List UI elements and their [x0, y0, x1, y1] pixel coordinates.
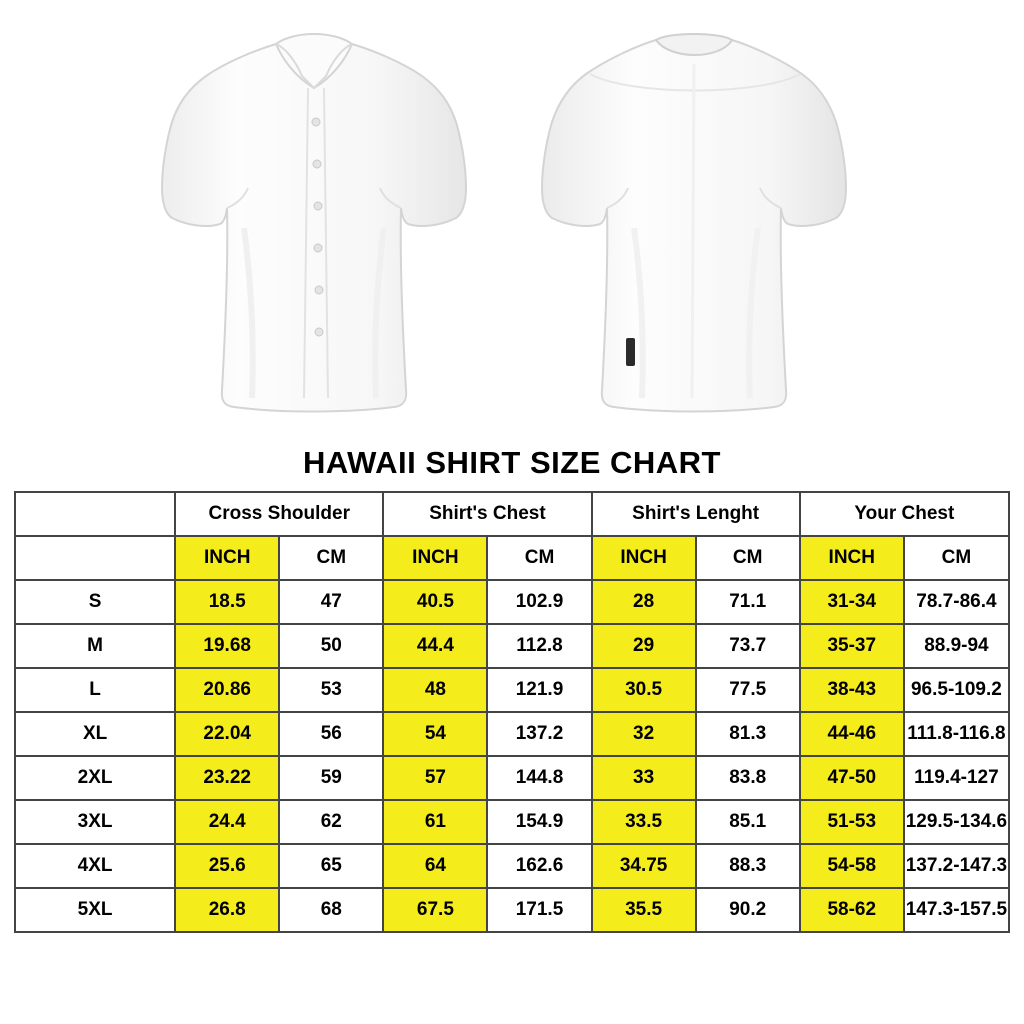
table-row: [15, 580, 1009, 624]
row-size-label: L: [15, 668, 175, 712]
cell-your-chest-cm: 88.9-94: [904, 624, 1009, 668]
row-size-label: 3XL: [15, 800, 175, 844]
cell-length-cm: 85.1: [696, 800, 800, 844]
unit-header-inch-3: INCH: [592, 536, 696, 580]
cell-length-cm: 77.5: [696, 668, 800, 712]
column-group-shirts-lenght: Shirt's Lenght: [592, 492, 800, 536]
cell-your-chest-cm: 78.7-86.4: [904, 580, 1009, 624]
cell-chest-inch: 57: [383, 756, 487, 800]
cell-your-chest-inch: 38-43: [800, 668, 904, 712]
unit-header-cm-2: CM: [487, 536, 591, 580]
table-row: [15, 668, 1009, 712]
cell-your-chest-inch: 54-58: [800, 844, 904, 888]
cell-chest-cm: 162.6: [487, 844, 591, 888]
cell-your-chest-inch: 44-46: [800, 712, 904, 756]
cell-length-inch: 28: [592, 580, 696, 624]
cell-chest-cm: 102.9: [487, 580, 591, 624]
cell-cross-shoulder-cm: 59: [279, 756, 383, 800]
table-body: [15, 580, 1009, 932]
cell-your-chest-cm: 137.2-147.3: [904, 844, 1009, 888]
cell-chest-inch: 40.5: [383, 580, 487, 624]
cell-length-inch: 30.5: [592, 668, 696, 712]
cell-your-chest-cm: 147.3-157.5: [904, 888, 1009, 932]
cell-cross-shoulder-inch: 18.5: [175, 580, 279, 624]
table-row: [15, 800, 1009, 844]
cell-your-chest-inch: 35-37: [800, 624, 904, 668]
cell-your-chest-inch: 51-53: [800, 800, 904, 844]
row-size-label: 2XL: [15, 756, 175, 800]
cell-chest-cm: 154.9: [487, 800, 591, 844]
row-size-label: 4XL: [15, 844, 175, 888]
unit-header-cm-1: CM: [279, 536, 383, 580]
cell-chest-cm: 137.2: [487, 712, 591, 756]
cell-cross-shoulder-inch: 26.8: [175, 888, 279, 932]
column-group-shirts-chest: Shirt's Chest: [383, 492, 591, 536]
cell-length-cm: 71.1: [696, 580, 800, 624]
table-corner-cell-2: [15, 536, 175, 580]
cell-chest-inch: 61: [383, 800, 487, 844]
cell-length-cm: 73.7: [696, 624, 800, 668]
shirt-illustrations: [0, 0, 1024, 445]
cell-cross-shoulder-inch: 22.04: [175, 712, 279, 756]
row-size-label: XL: [15, 712, 175, 756]
cell-length-inch: 29: [592, 624, 696, 668]
cell-chest-inch: 64: [383, 844, 487, 888]
table-group-header-row: [15, 492, 1009, 536]
cell-length-inch: 34.75: [592, 844, 696, 888]
unit-header-inch-1: INCH: [175, 536, 279, 580]
cell-chest-inch: 44.4: [383, 624, 487, 668]
cell-length-cm: 81.3: [696, 712, 800, 756]
row-size-label: 5XL: [15, 888, 175, 932]
column-group-your-chest: Your Chest: [800, 492, 1009, 536]
table-row: [15, 712, 1009, 756]
cell-cross-shoulder-cm: 50: [279, 624, 383, 668]
cell-length-cm: 83.8: [696, 756, 800, 800]
row-size-label: S: [15, 580, 175, 624]
cell-cross-shoulder-cm: 62: [279, 800, 383, 844]
cell-chest-inch: 54: [383, 712, 487, 756]
cell-chest-cm: 121.9: [487, 668, 591, 712]
cell-cross-shoulder-inch: 24.4: [175, 800, 279, 844]
cell-your-chest-cm: 111.8-116.8: [904, 712, 1009, 756]
cell-your-chest-inch: 31-34: [800, 580, 904, 624]
cell-cross-shoulder-cm: 47: [279, 580, 383, 624]
cell-cross-shoulder-inch: 25.6: [175, 844, 279, 888]
cell-your-chest-cm: 96.5-109.2: [904, 668, 1009, 712]
page-title: HAWAII SHIRT SIZE CHART: [303, 445, 721, 480]
table-row: [15, 888, 1009, 932]
cell-length-inch: 33: [592, 756, 696, 800]
table-corner-cell: [15, 492, 175, 536]
cell-your-chest-cm: 119.4-127: [904, 756, 1009, 800]
cell-chest-cm: 171.5: [487, 888, 591, 932]
cell-your-chest-cm: 129.5-134.6: [904, 800, 1009, 844]
cell-length-inch: 33.5: [592, 800, 696, 844]
unit-header-cm-4: CM: [904, 536, 1009, 580]
cell-length-inch: 32: [592, 712, 696, 756]
cell-cross-shoulder-inch: 20.86: [175, 668, 279, 712]
brand-tag: [626, 338, 635, 366]
table-row: [15, 624, 1009, 668]
cell-your-chest-inch: 58-62: [800, 888, 904, 932]
cell-length-inch: 35.5: [592, 888, 696, 932]
cell-cross-shoulder-cm: 56: [279, 712, 383, 756]
cell-cross-shoulder-inch: 19.68: [175, 624, 279, 668]
unit-header-inch-2: INCH: [383, 536, 487, 580]
cell-cross-shoulder-cm: 53: [279, 668, 383, 712]
cell-cross-shoulder-inch: 23.22: [175, 756, 279, 800]
cell-length-cm: 88.3: [696, 844, 800, 888]
shirt-back-view: [530, 18, 870, 428]
cell-your-chest-inch: 47-50: [800, 756, 904, 800]
unit-header-cm-3: CM: [696, 536, 800, 580]
column-group-cross-shoulder: Cross Shoulder: [175, 492, 383, 536]
unit-header-inch-4: INCH: [800, 536, 904, 580]
shirt-front-view: [148, 18, 488, 428]
table-row: [15, 844, 1009, 888]
cell-chest-cm: 144.8: [487, 756, 591, 800]
table-row: [15, 756, 1009, 800]
table-unit-header-row: [15, 536, 1009, 580]
size-chart-table: [14, 491, 1010, 933]
cell-cross-shoulder-cm: 65: [279, 844, 383, 888]
cell-chest-cm: 112.8: [487, 624, 591, 668]
cell-cross-shoulder-cm: 68: [279, 888, 383, 932]
row-size-label: M: [15, 624, 175, 668]
cell-chest-inch: 67.5: [383, 888, 487, 932]
cell-length-cm: 90.2: [696, 888, 800, 932]
size-chart-table-wrap: [0, 491, 1024, 933]
cell-chest-inch: 48: [383, 668, 487, 712]
